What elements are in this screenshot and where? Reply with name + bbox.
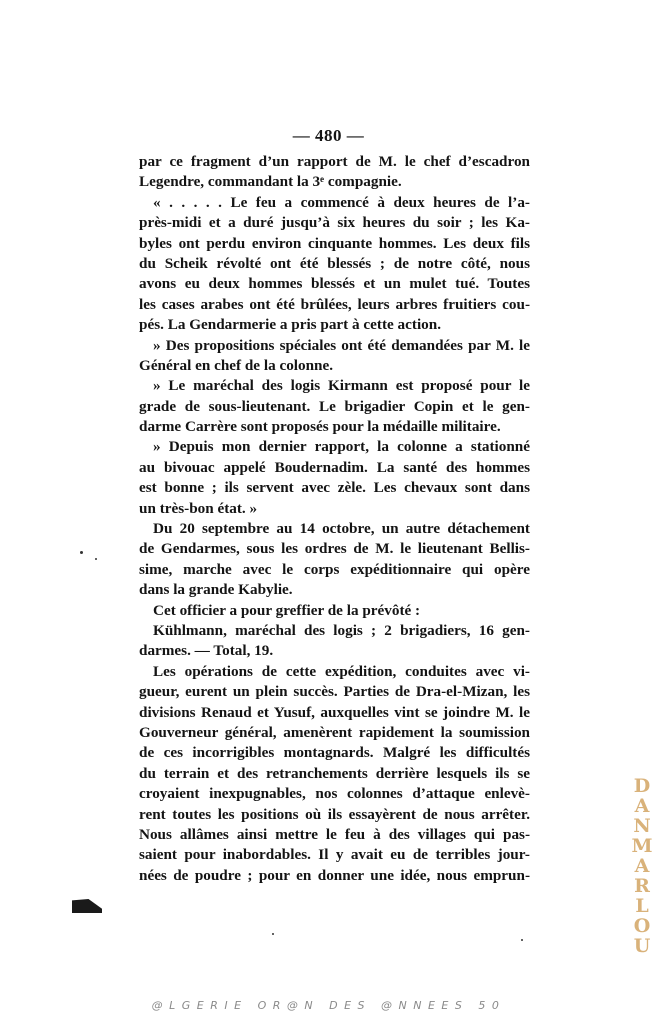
text-line: sime, marche avec le corps expéditionnaire qui opère	[139, 560, 530, 578]
watermark-letter: A	[634, 855, 650, 877]
ink-speck	[95, 558, 97, 560]
text-line: grade de sous-lieutenant. Le brigadier Copin et le gen-	[139, 397, 530, 415]
footer-watermark: @LGERIE OR@N DES @NNEES 50	[151, 999, 506, 1012]
watermark-letter: L	[635, 895, 649, 917]
text-line: gueur, eurent un plein succès. Parties de Dra-el-Mizan, les	[139, 683, 530, 701]
watermark-letter: N	[633, 815, 651, 837]
text-line: par ce fragment d’un rapport de M. le chef d’escadron	[139, 153, 530, 170]
watermark-stamp	[631, 776, 653, 956]
text-line: près-midi et a duré jusqu’à six heures du soir ; les Ka-	[139, 214, 530, 232]
text-line: divisions Renaud et Yusuf, auxquelles vint se joindre M. le	[139, 703, 530, 721]
text-line: est bonne ; ils servent avec zèle. Les chevaux sont dans	[139, 479, 530, 497]
text-line: du Scheik révolté ont été blessés ; de notre côté, nous	[139, 254, 530, 272]
text-line: un très-bon état. »	[139, 499, 258, 517]
text-line: rent toutes les positions où ils essayèrent de nous arrêter.	[139, 805, 530, 823]
text-line: Général en chef de la colonne.	[139, 356, 334, 374]
text-line: de Gendarmes, sous les ordres de M. le lieutenant Bellis-	[139, 540, 530, 558]
text-line: saient pour inabordables. Il y avait eu de terribles jour-	[139, 846, 530, 864]
text-line: « . . . . . Le feu a commencé à deux heures de l’a-	[153, 193, 530, 211]
text-line: nées de poudre ; pour en donner une idée, nous emprun-	[139, 866, 530, 884]
text-line: au bivouac appelé Boudernadim. La santé des hommes	[139, 458, 530, 476]
text-line: Kühlmann, maréchal des logis ; 2 brigadiers, 16 gen-	[153, 621, 530, 639]
text-line: Nous allâmes ainsi mettre le feu à des villages qui pas-	[139, 825, 530, 843]
text-line: croyaient inexpugnables, nos colonnes d’attaque enlevè-	[139, 785, 530, 803]
text-line: Legendre, commandant la 3ᵉ compagnie.	[139, 173, 402, 191]
ink-speck	[80, 551, 83, 554]
watermark-letter: D	[633, 775, 651, 797]
watermark-letter: U	[633, 935, 651, 957]
text-line: Gouverneur général, amenèrent rapidement la soumission	[139, 723, 530, 741]
text-line: darme Carrère sont proposés pour la médaille militaire.	[139, 418, 501, 436]
ink-speck	[521, 939, 523, 941]
watermark-letter: M	[631, 835, 653, 857]
text-line: du terrain et des retranchements derrière lesquels ils se	[139, 764, 530, 782]
text-line: » Le maréchal des logis Kirmann est proposé pour le	[153, 377, 530, 395]
text-line: avons eu deux hommes blessés et un mulet tué. Toutes	[139, 275, 530, 293]
watermark-letter: A	[634, 795, 650, 817]
watermark-letter: O	[633, 915, 651, 937]
page-number: — 480 —	[292, 126, 365, 145]
text-line: Cet officier a pour greffier de la prévôté :	[153, 601, 421, 619]
ink-speck	[272, 933, 274, 935]
text-line: » Des propositions spéciales ont été demandées par M. le	[153, 336, 530, 354]
ink-smudge	[72, 899, 102, 913]
text-line: Du 20 septembre au 14 octobre, un autre détachement	[153, 520, 530, 538]
text-line: pés. La Gendarmerie a pris part à cette action.	[139, 316, 441, 334]
text-line: Les opérations de cette expédition, conduites avec vi-	[153, 662, 530, 680]
text-line: de ces incorrigibles montagnards. Malgré les difficultés	[139, 744, 530, 762]
body-text	[139, 152, 530, 886]
text-line: » Depuis mon dernier rapport, la colonne a stationné	[153, 438, 530, 456]
text-line: byles ont perdu environ cinquante hommes. Les deux fils	[139, 234, 530, 252]
watermark-letter: R	[634, 875, 650, 897]
text-line: les cases arabes ont été brûlées, leurs arbres fruitiers cou-	[139, 295, 530, 313]
text-line: darmes. — Total, 19.	[139, 642, 274, 660]
text-line: dans la grande Kabylie.	[139, 581, 293, 599]
